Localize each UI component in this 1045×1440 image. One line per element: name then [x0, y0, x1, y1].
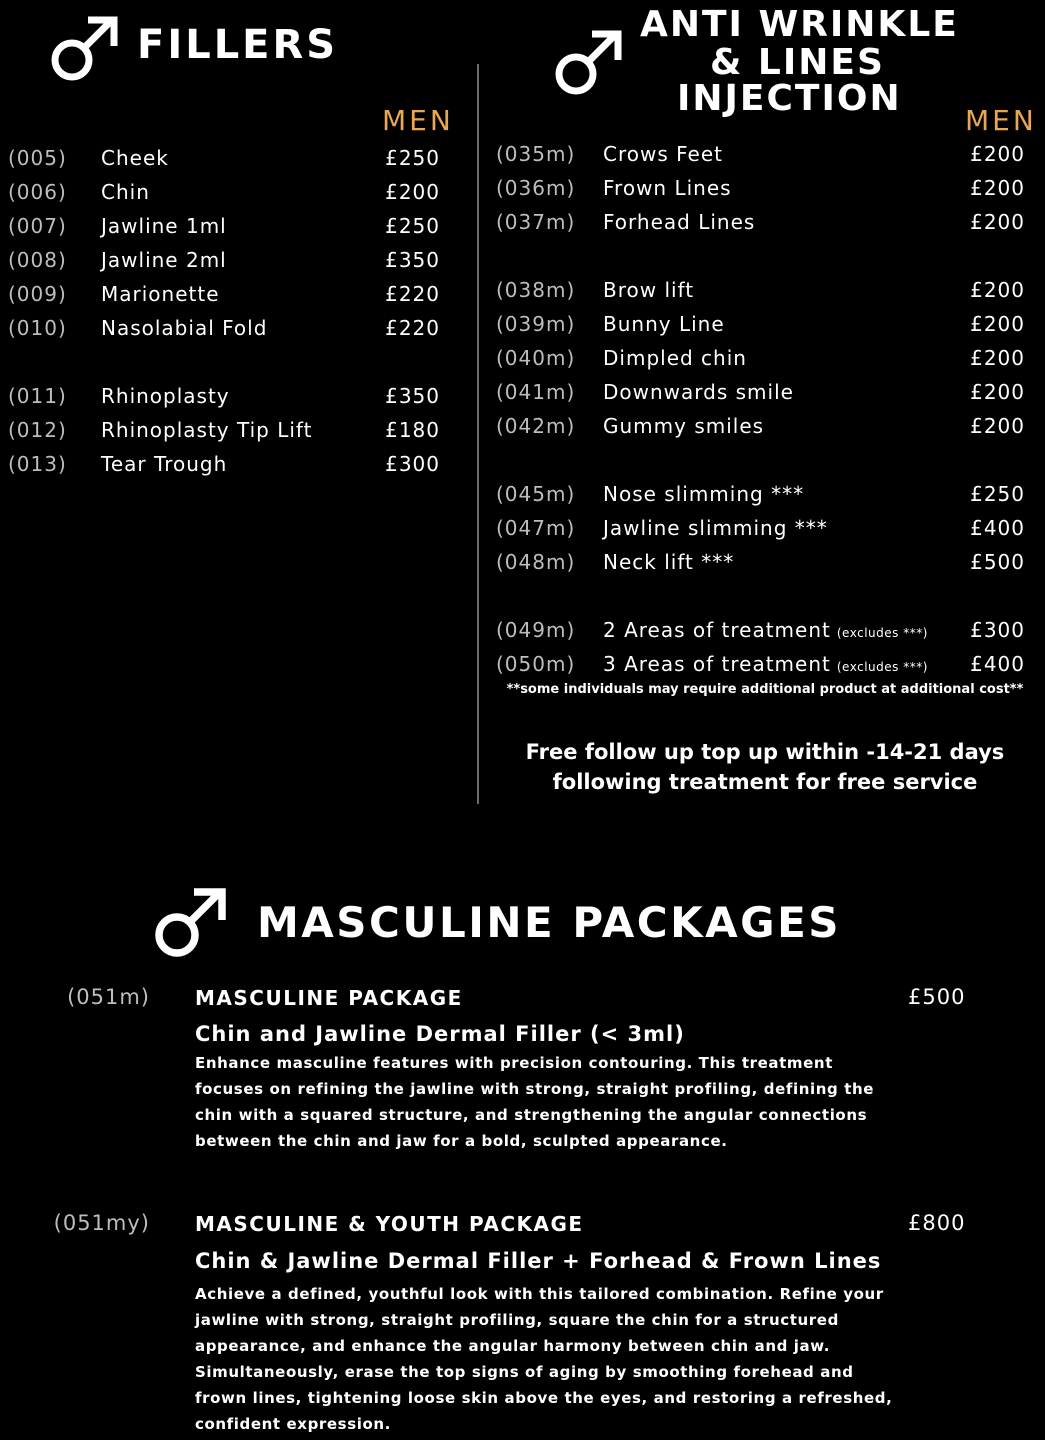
treatment-code: (010): [8, 316, 67, 340]
treatment-price: £200: [970, 176, 1025, 200]
treatment-name: [101, 248, 227, 272]
treatment-code: (050m): [496, 652, 576, 676]
male-symbol-icon: [152, 884, 230, 960]
treatment-price: £300: [970, 618, 1025, 642]
package-description: Achieve a defined, youthful look with this tailored combination. Refine your jawline with strong, straight profiling, square the chin for a structured appearance, and enhance the angular harmony between chin and jaw. Simultaneously, erase the top signs of aging by smoothing forehead and frown lines, tightening loose skin above the eyes, and restoring a refreshed, confident expression.: [195, 1285, 893, 1433]
treatment-name: [603, 312, 725, 336]
treatment-code: (040m): [496, 346, 576, 370]
treatment-code: (005): [8, 146, 67, 170]
treatment-name: [603, 176, 732, 200]
treatment-name-text: Bunny Line: [603, 312, 725, 336]
treatment-name: [603, 516, 828, 540]
treatment-name-text: Gummy smiles: [603, 414, 765, 438]
treatment-note: (excludes ***): [836, 626, 928, 640]
treatment-name-text: Cheek: [101, 146, 169, 170]
package-code: (051my): [53, 1211, 150, 1235]
package-description: Enhance masculine features with precision contouring. This treatment focuses on refining the jawline with strong, straight profiling, defining the chin with a squared structure, and strengthening the angular connections between the chin and jaw for a bold, sculpted appearance.: [195, 1054, 875, 1150]
treatment-price: £350: [385, 384, 440, 408]
treatment-name-text: Jawline 1ml: [101, 214, 227, 238]
package-code: (051m): [67, 985, 150, 1009]
treatment-code: (049m): [496, 618, 576, 642]
treatment-price: £250: [385, 146, 440, 170]
treatment-row: [0, 452, 1045, 482]
treatment-code: (039m): [496, 312, 576, 336]
treatment-name: [603, 550, 734, 574]
treatment-row: [0, 618, 1045, 648]
treatment-code: (037m): [496, 210, 576, 234]
treatment-code: (047m): [496, 516, 576, 540]
package-name: MASCULINE PACKAGE: [195, 986, 463, 1010]
treatment-code: (013): [8, 452, 67, 476]
treatment-price: £400: [970, 516, 1025, 540]
treatment-price: £250: [970, 482, 1025, 506]
treatment-name: [603, 346, 747, 370]
treatment-code: (045m): [496, 482, 576, 506]
treatment-name: [101, 452, 227, 476]
treatment-name-text: Chin: [101, 180, 150, 204]
treatment-name-text: Neck lift ***: [603, 550, 735, 574]
treatment-name-text: Forhead Lines: [603, 210, 756, 234]
treatment-code: (007): [8, 214, 67, 238]
package-subtitle: Chin and Jawline Dermal Filler (< 3ml): [195, 1022, 685, 1046]
treatment-row: [0, 550, 1045, 580]
treatment-name-text: Downwards smile: [603, 380, 794, 404]
treatment-code: (042m): [496, 414, 576, 438]
treatment-code: (008): [8, 248, 67, 272]
anti-wrinkle-title-line2: & LINES: [710, 42, 885, 83]
treatment-name-text: Nose slimming ***: [603, 482, 805, 506]
treatment-code: (048m): [496, 550, 576, 574]
treatment-name: [603, 414, 764, 438]
anti-wrinkle-men-label: MEN: [965, 104, 1037, 137]
treatment-price: £200: [970, 142, 1025, 166]
treatment-price: £200: [970, 414, 1025, 438]
treatment-price: £200: [385, 180, 440, 204]
treatment-price: £200: [970, 210, 1025, 234]
treatment-name-text: 3 Areas of treatment: [603, 652, 831, 676]
treatment-name-text: Rhinoplasty Tip Lift: [101, 418, 313, 442]
fillers-men-label: MEN: [382, 104, 454, 137]
treatment-note: (excludes ***): [836, 660, 928, 674]
treatment-name-text: Nasolabial Fold: [101, 316, 268, 340]
treatment-name-text: Tear Trough: [101, 452, 228, 476]
treatment-row: [0, 380, 1045, 410]
treatment-name-text: Crows Feet: [603, 142, 723, 166]
treatment-row: [0, 176, 1045, 206]
treatment-code: (041m): [496, 380, 576, 404]
treatment-name: [603, 482, 804, 506]
treatment-name: [603, 652, 928, 676]
packages-title: MASCULINE PACKAGES: [257, 898, 842, 947]
treatment-row: [0, 414, 1045, 444]
treatment-name-text: Rhinoplasty: [101, 384, 230, 408]
treatment-code: (009): [8, 282, 67, 306]
treatment-price: £300: [385, 452, 440, 476]
treatment-name-text: Jawline 2ml: [101, 248, 227, 272]
treatment-price: £500: [970, 550, 1025, 574]
additional-cost-footnote: **some individuals may require additional product at additional cost**: [506, 682, 1024, 697]
treatment-code: (036m): [496, 176, 576, 200]
treatment-code: (035m): [496, 142, 576, 166]
treatment-price: £400: [970, 652, 1025, 676]
treatment-name: [603, 142, 723, 166]
treatment-name-text: 2 Areas of treatment: [603, 618, 831, 642]
treatment-name-text: Brow lift: [603, 278, 695, 302]
treatment-row: [0, 346, 1045, 376]
treatment-row: [0, 142, 1045, 172]
treatment-price: £220: [385, 282, 440, 306]
fillers-title: FILLERS: [137, 22, 339, 68]
treatment-name-text: Dimpled chin: [603, 346, 747, 370]
treatment-price: £200: [970, 278, 1025, 302]
treatment-price: £180: [385, 418, 440, 442]
treatment-price: £200: [970, 380, 1025, 404]
treatment-name-text: Marionette: [101, 282, 220, 306]
package-subtitle: Chin & Jawline Dermal Filler + Forhead & Frown Lines: [195, 1249, 882, 1273]
package-price: £500: [908, 985, 966, 1009]
treatment-name: [603, 380, 794, 404]
treatment-code: (006): [8, 180, 67, 204]
treatment-price: £220: [385, 316, 440, 340]
anti-wrinkle-title-line3: INJECTION: [677, 78, 902, 119]
male-symbol-icon: [552, 26, 626, 98]
treatment-code: (012): [8, 418, 67, 442]
treatment-row: [0, 278, 1045, 308]
treatment-row: [0, 248, 1045, 278]
treatment-row: [0, 482, 1045, 512]
treatment-row: [0, 210, 1045, 240]
treatment-row: [0, 312, 1045, 342]
treatment-price: £250: [385, 214, 440, 238]
treatment-name: [603, 278, 694, 302]
treatment-name-text: Frown Lines: [603, 176, 732, 200]
treatment-row: [0, 516, 1045, 546]
package-name: MASCULINE & YOUTH PACKAGE: [195, 1212, 584, 1236]
followup-line2: following treatment for free service: [552, 770, 978, 794]
anti-wrinkle-title-line1: ANTI WRINKLE: [640, 4, 959, 45]
treatment-price: £200: [970, 312, 1025, 336]
treatment-row: [0, 652, 1045, 682]
treatment-name-text: Jawline slimming ***: [603, 516, 828, 540]
treatment-price: £200: [970, 346, 1025, 370]
treatment-price: £350: [385, 248, 440, 272]
male-symbol-icon: [48, 12, 122, 84]
treatment-name: [603, 210, 755, 234]
treatment-code: (011): [8, 384, 67, 408]
treatment-name: [603, 618, 928, 642]
package-price: £800: [908, 1211, 966, 1235]
treatment-code: (038m): [496, 278, 576, 302]
followup-line1: Free follow up top up within -14-21 days: [525, 740, 1005, 764]
